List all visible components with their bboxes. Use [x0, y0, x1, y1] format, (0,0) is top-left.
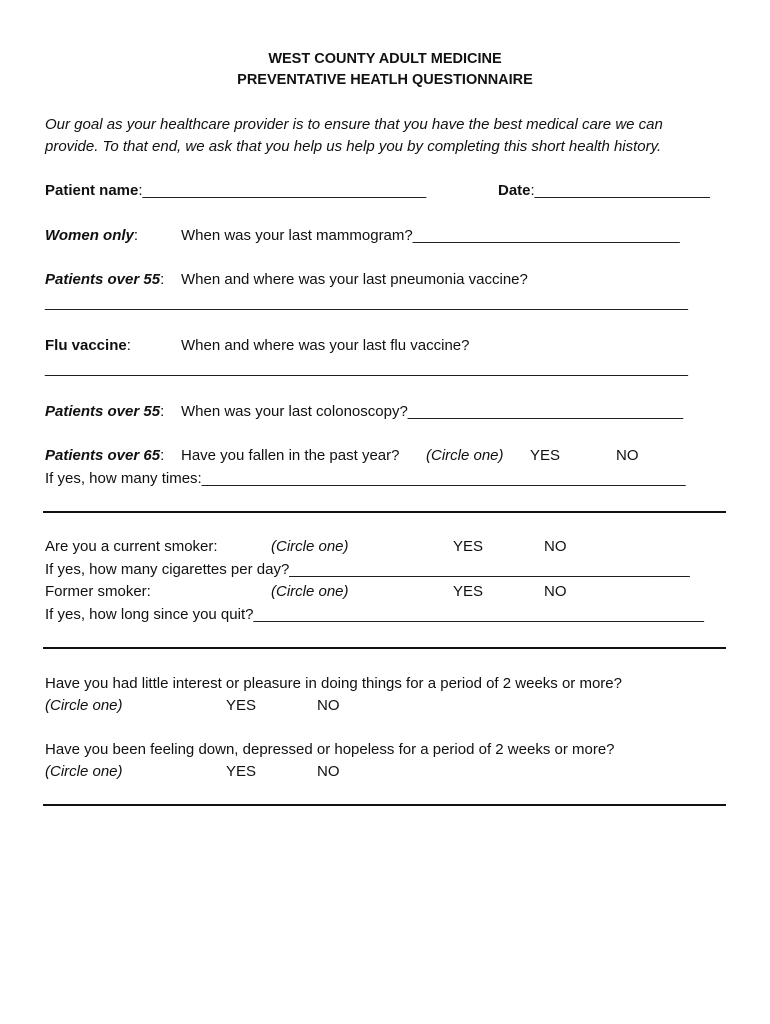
- flu-label-group: [45, 337, 131, 355]
- date-row: [498, 182, 710, 200]
- colonoscopy-label: Patients over 55: [45, 403, 161, 420]
- date-label: Date: [498, 182, 531, 199]
- cigarettes-per-day-field[interactable]: If yes, how many cigarettes per day?________________________________________________: [45, 561, 690, 578]
- pneumonia-label: Patients over 55: [45, 271, 161, 288]
- falls-no-option[interactable]: NO: [616, 447, 639, 464]
- patient-name-label: Patient name: [45, 182, 139, 199]
- section-divider-3: [43, 804, 726, 806]
- date-field[interactable]: :_____________________: [530, 182, 710, 199]
- interest-no-option[interactable]: NO: [317, 697, 340, 714]
- pneumonia-question: When and where was your last pneumonia vaccine?: [181, 271, 528, 288]
- interest-question: Have you had little interest or pleasure in doing things for a period of 2 weeks or more?: [45, 675, 622, 692]
- former-smoker-question: Former smoker:: [45, 583, 151, 600]
- current-smoker-circle-hint: (Circle one): [271, 538, 349, 555]
- form-title-clinic: WEST COUNTY ADULT MEDICINE: [268, 51, 502, 67]
- current-smoker-no-option[interactable]: NO: [544, 538, 567, 555]
- falls-circle-hint: (Circle one): [426, 447, 504, 464]
- interest-yes-option[interactable]: YES: [226, 697, 257, 714]
- patient-name-field[interactable]: :__________________________________: [138, 182, 427, 199]
- flu-colon: :: [126, 337, 131, 354]
- falls-label: Patients over 65: [45, 447, 161, 464]
- depressed-question: Have you been feeling down, depressed or hopeless for a period of 2 weeks or more?: [45, 741, 615, 758]
- depressed-no-option[interactable]: NO: [317, 763, 340, 780]
- time-since-quit-field[interactable]: If yes, how long since you quit?______________________________________________________: [45, 606, 704, 623]
- patient-name-row: [45, 182, 426, 200]
- pneumonia-answer-line[interactable]: ______________________________________________________________________________: [45, 294, 688, 311]
- current-smoker-question: Are you a current smoker:: [45, 538, 218, 555]
- flu-label: Flu vaccine: [45, 337, 127, 354]
- mammogram-label: Women only: [45, 227, 134, 244]
- mammogram-label-group: [45, 227, 138, 245]
- section-divider-2: [43, 647, 726, 649]
- intro-line-2: provide. To that end, we ask that you help us help you by completing this short health history.: [45, 138, 662, 155]
- former-smoker-yes-option[interactable]: YES: [453, 583, 484, 600]
- flu-question: When and where was your last flu vaccine?: [181, 337, 470, 354]
- section-divider-1: [43, 511, 726, 513]
- interest-circle-hint: (Circle one): [45, 697, 123, 714]
- mammogram-colon: :: [133, 227, 139, 244]
- former-smoker-no-option[interactable]: NO: [544, 583, 567, 600]
- pneumonia-label-group: [45, 271, 164, 289]
- falls-question: Have you fallen in the past year?: [181, 447, 400, 464]
- falls-label-group: [45, 447, 164, 465]
- mammogram-question[interactable]: When was your last mammogram?________________________________: [181, 227, 680, 244]
- colonoscopy-colon: :: [160, 403, 165, 420]
- falls-times-field[interactable]: If yes, how many times:__________________________________________________________: [45, 470, 686, 487]
- colonoscopy-question[interactable]: When was your last colonoscopy?_________________________________: [181, 403, 684, 420]
- intro-line-1: Our goal as your healthcare provider is to ensure that you have the best medical care we can: [45, 116, 663, 133]
- pneumonia-colon: :: [160, 271, 165, 288]
- depressed-yes-option[interactable]: YES: [226, 763, 257, 780]
- form-title-questionnaire: PREVENTATIVE HEATLH QUESTIONNAIRE: [237, 72, 533, 88]
- flu-answer-line[interactable]: ______________________________________________________________________________: [45, 360, 688, 377]
- current-smoker-yes-option[interactable]: YES: [453, 538, 484, 555]
- falls-yes-option[interactable]: YES: [530, 447, 561, 464]
- depressed-circle-hint: (Circle one): [45, 763, 123, 780]
- former-smoker-circle-hint: (Circle one): [271, 583, 349, 600]
- falls-colon: :: [160, 447, 165, 464]
- colonoscopy-label-group: [45, 403, 164, 421]
